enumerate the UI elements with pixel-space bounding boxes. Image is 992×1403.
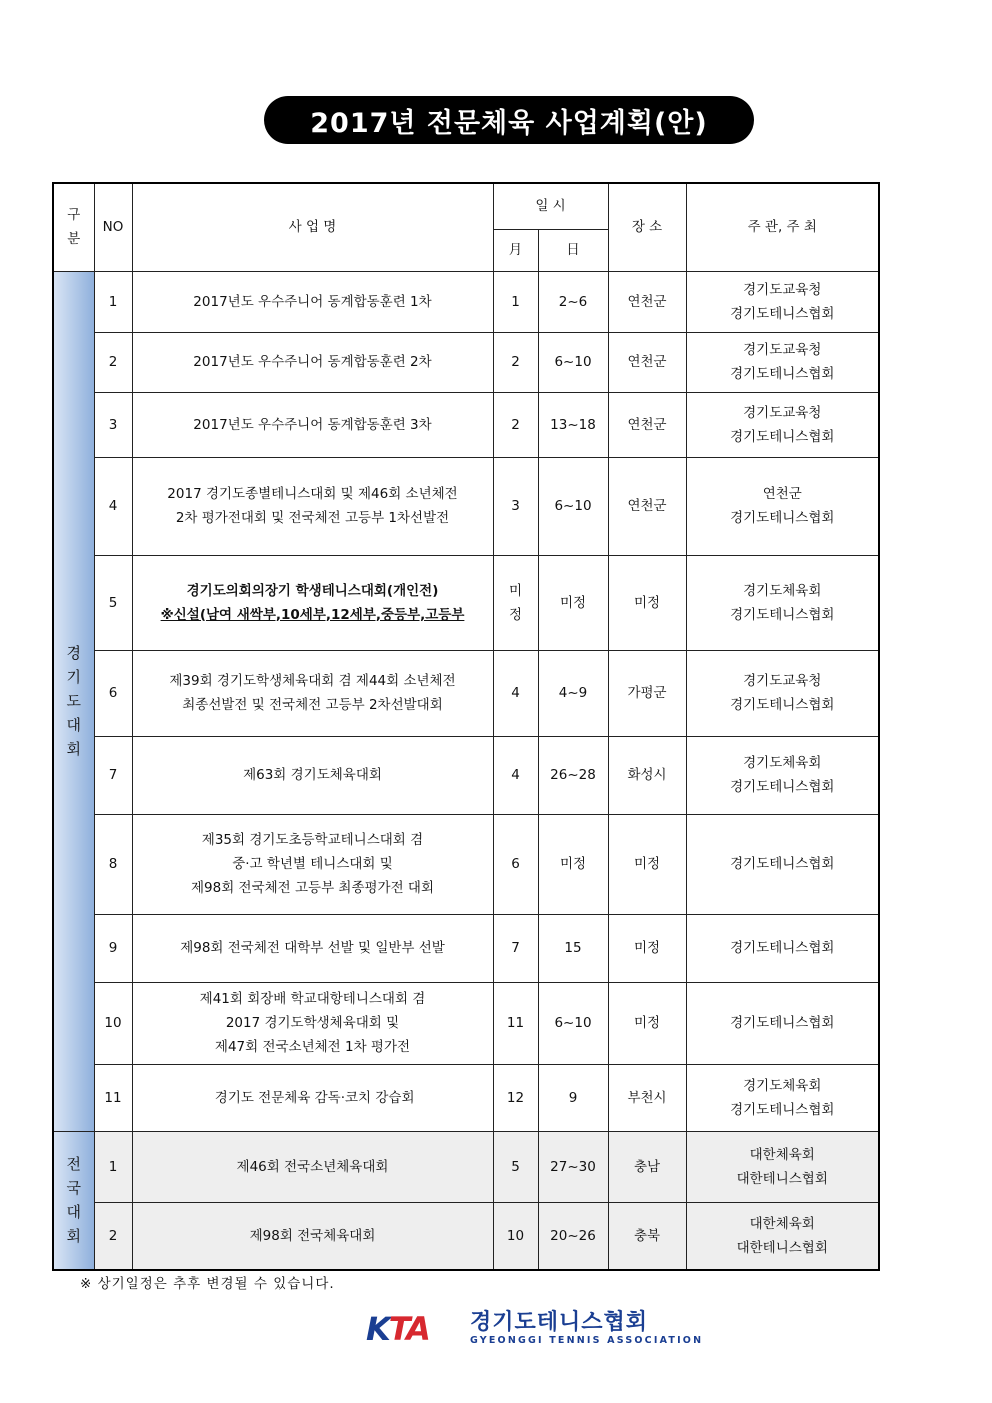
event-day: 6~10 xyxy=(538,982,608,1064)
event-name: 제63회 경기도체육대회 xyxy=(132,736,493,814)
event-day: 27~30 xyxy=(538,1131,608,1202)
event-month: 7 xyxy=(493,914,538,982)
event-month: 2 xyxy=(493,332,538,392)
event-month: 10 xyxy=(493,1202,538,1270)
row-no: 3 xyxy=(94,392,132,457)
event-day: 미정 xyxy=(538,555,608,650)
event-month: 5 xyxy=(493,1131,538,1202)
row-no: 2 xyxy=(94,1202,132,1270)
event-organizer: 대한체육회 대한테니스협회 xyxy=(686,1131,879,1202)
logo-english-name: GYEONGGI TENNIS ASSOCIATION xyxy=(470,1335,704,1346)
event-organizer: 경기도체육회 경기도테니스협회 xyxy=(686,736,879,814)
event-name: 제41회 회장배 학교대항테니스대회 겸 2017 경기도학생체육대회 및 제47회 전국소년체전 1차 평가전 xyxy=(132,982,493,1064)
header-organizer: 주 관, 주 최 xyxy=(686,183,879,271)
event-organizer: 경기도교육청 경기도테니스협회 xyxy=(686,271,879,332)
event-name: 경기도 전문체육 감독·코치 강습회 xyxy=(132,1064,493,1131)
event-place: 부천시 xyxy=(608,1064,686,1131)
event-organizer: 경기도체육회 경기도테니스협회 xyxy=(686,1064,879,1131)
header-datetime: 일 시 xyxy=(493,183,608,229)
gyeonggi-events xyxy=(53,271,879,1131)
row-no: 1 xyxy=(94,1131,132,1202)
table-row xyxy=(53,914,879,982)
event-name: 제46회 전국소년체육대회 xyxy=(132,1131,493,1202)
event-day: 13~18 xyxy=(538,392,608,457)
table-row xyxy=(53,814,879,914)
plan-table xyxy=(52,182,880,1271)
table-row xyxy=(53,650,879,736)
event-day: 20~26 xyxy=(538,1202,608,1270)
category-gyeonggi: 경 기 도 대 회 xyxy=(53,271,94,1131)
event-month: 12 xyxy=(493,1064,538,1131)
event-day: 15 xyxy=(538,914,608,982)
event-organizer: 경기도교육청 경기도테니스협회 xyxy=(686,332,879,392)
event-name: 경기도의회의장기 학생테니스대회(개인전) ※신설(남여 새싹부,10세부,12세부,중등부,고등부 xyxy=(132,555,493,650)
event-organizer: 연천군 경기도테니스협회 xyxy=(686,457,879,555)
event-day: 26~28 xyxy=(538,736,608,814)
event-day: 4~9 xyxy=(538,650,608,736)
row-no: 4 xyxy=(94,457,132,555)
association-logo xyxy=(366,1308,703,1350)
event-day: 2~6 xyxy=(538,271,608,332)
event-organizer: 경기도테니스협회 xyxy=(686,982,879,1064)
table-row xyxy=(53,1202,879,1270)
category-national: 전 국 대 회 xyxy=(53,1131,94,1270)
event-name: 제39회 경기도학생체육대회 겸 제44회 소년체전 최종선발전 및 전국체전 고등부 2차선발대회 xyxy=(132,650,493,736)
header-no: NO xyxy=(94,183,132,271)
event-day: 6~10 xyxy=(538,332,608,392)
row-no: 7 xyxy=(94,736,132,814)
event-day: 6~10 xyxy=(538,457,608,555)
header-place: 장 소 xyxy=(608,183,686,271)
event-place: 미정 xyxy=(608,914,686,982)
event-place: 연천군 xyxy=(608,271,686,332)
event-month: 11 xyxy=(493,982,538,1064)
event-organizer: 경기도교육청 경기도테니스협회 xyxy=(686,650,879,736)
event-name: 2017년도 우수주니어 동계합동훈련 2차 xyxy=(132,332,493,392)
schedule-note: ※ 상기일정은 추후 변경될 수 있습니다. xyxy=(80,1276,335,1292)
event-name: 2017년도 우수주니어 동계합동훈련 3차 xyxy=(132,392,493,457)
event-month: 1 xyxy=(493,271,538,332)
table-row xyxy=(53,736,879,814)
table-row xyxy=(53,457,879,555)
kta-logo-icon: KTA xyxy=(366,1310,429,1348)
event-month: 4 xyxy=(493,650,538,736)
row-no: 8 xyxy=(94,814,132,914)
table-row xyxy=(53,1064,879,1131)
logo-korean-name: 경기도테니스협회 xyxy=(470,1310,649,1335)
event-organizer: 경기도테니스협회 xyxy=(686,914,879,982)
header-event: 사 업 명 xyxy=(132,183,493,271)
row-no: 6 xyxy=(94,650,132,736)
row-no: 2 xyxy=(94,332,132,392)
event-day: 9 xyxy=(538,1064,608,1131)
event-place: 미정 xyxy=(608,982,686,1064)
event-month: 4 xyxy=(493,736,538,814)
table-row xyxy=(53,271,879,332)
row-no: 5 xyxy=(94,555,132,650)
event-name: 2017 경기도종별테니스대회 및 제46회 소년체전 2차 평가전대회 및 전국체전 고등부 1차선발전 xyxy=(132,457,493,555)
event-organizer: 경기도테니스협회 xyxy=(686,814,879,914)
page-title: 2017년 전문체육 사업계획(안) xyxy=(264,96,754,144)
event-month: 미정 xyxy=(493,555,538,650)
event-organizer: 대한체육회 대한테니스협회 xyxy=(686,1202,879,1270)
header-category: 구 분 xyxy=(53,183,94,271)
event-day: 미정 xyxy=(538,814,608,914)
row-no: 10 xyxy=(94,982,132,1064)
event-place: 연천군 xyxy=(608,392,686,457)
event-name: 제98회 전국체육대회 xyxy=(132,1202,493,1270)
event-name: 2017년도 우수주니어 동계합동훈련 1차 xyxy=(132,271,493,332)
event-place: 화성시 xyxy=(608,736,686,814)
event-month: 3 xyxy=(493,457,538,555)
event-place: 충북 xyxy=(608,1202,686,1270)
event-month: 6 xyxy=(493,814,538,914)
table-row xyxy=(53,392,879,457)
event-place: 미정 xyxy=(608,555,686,650)
row-no: 9 xyxy=(94,914,132,982)
table-row xyxy=(53,332,879,392)
row-no: 1 xyxy=(94,271,132,332)
event-place: 미정 xyxy=(608,814,686,914)
event-organizer: 경기도교육청 경기도테니스협회 xyxy=(686,392,879,457)
event-place: 연천군 xyxy=(608,457,686,555)
table-row xyxy=(53,1131,879,1202)
event-place: 가평군 xyxy=(608,650,686,736)
table-row xyxy=(53,982,879,1064)
national-events xyxy=(53,1131,879,1270)
header-month: 月 xyxy=(493,229,538,271)
event-name: 제98회 전국체전 대학부 선발 및 일반부 선발 xyxy=(132,914,493,982)
event-name: 제35회 경기도초등학교테니스대회 겸 중·고 학년별 테니스대회 및 제98회 전국체전 고등부 최종평가전 대회 xyxy=(132,814,493,914)
event-place: 충남 xyxy=(608,1131,686,1202)
event-place: 연천군 xyxy=(608,332,686,392)
table-row xyxy=(53,555,879,650)
event-organizer: 경기도체육회 경기도테니스협회 xyxy=(686,555,879,650)
row-no: 11 xyxy=(94,1064,132,1131)
header-day: 日 xyxy=(538,229,608,271)
event-month: 2 xyxy=(493,392,538,457)
